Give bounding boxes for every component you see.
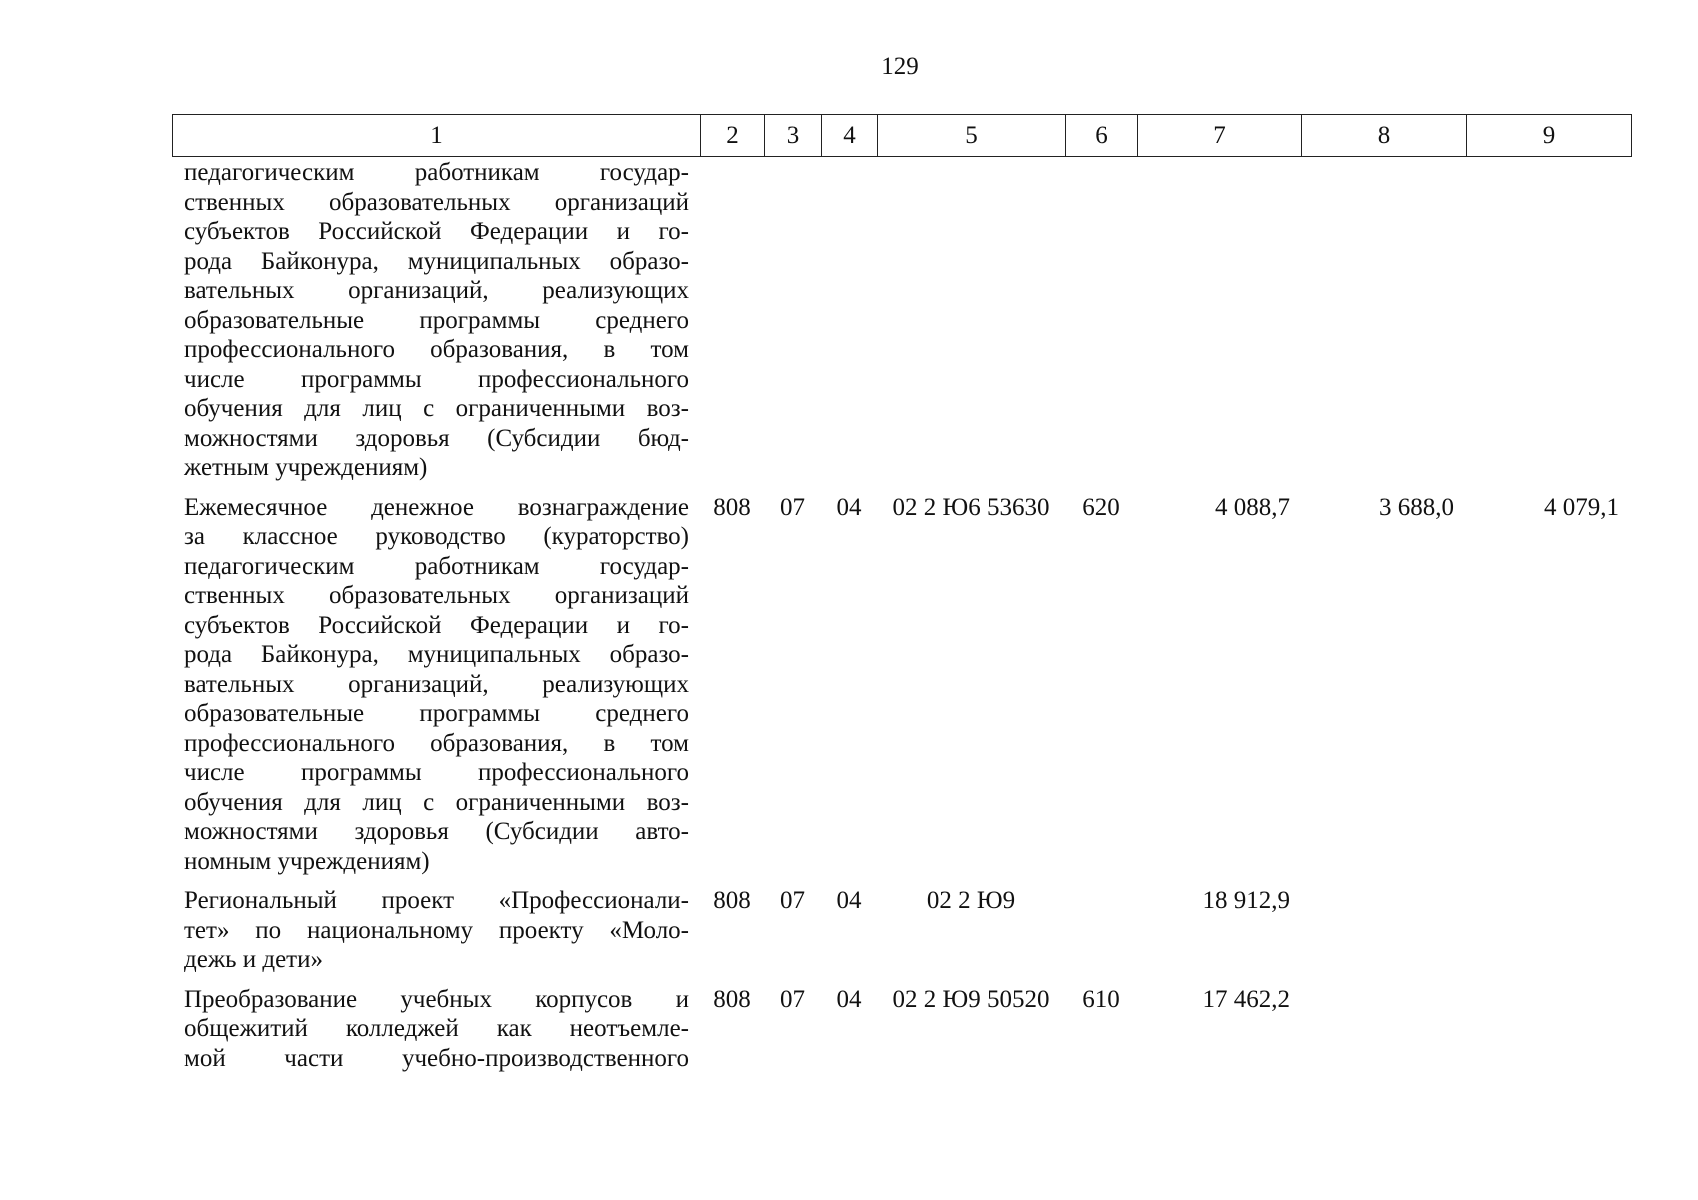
description-line: ственных образовательных организаций [184, 582, 689, 609]
table-body [172, 158, 1632, 1083]
header-col-4: 4 [822, 115, 878, 157]
cell-col-4: 04 [836, 985, 862, 1013]
description-line: профессионального образования, в том [184, 729, 689, 757]
cell-col-9: 4 079,1 [1544, 493, 1619, 521]
description-line: можностями здоровья (Субсидии авто- [184, 818, 689, 845]
description-line: тет» по национальному проекту «Моло- [184, 916, 689, 944]
cell-col-2: 808 [713, 985, 751, 1013]
cell-col-4: 04 [836, 887, 862, 914]
description-line: профессионального образования, в том [184, 336, 689, 363]
row-description [172, 158, 700, 483]
cell-col-2: 808 [713, 493, 751, 521]
description-line: образовательные программы среднего [184, 700, 689, 727]
description-line: числе программы профессионального [184, 365, 689, 393]
description-line: мой части учебно-производственного [184, 1044, 689, 1072]
description-line: рода Байконура, муниципальных образо- [184, 641, 689, 668]
description-line: обучения для лиц с ограниченными воз- [184, 788, 689, 816]
description-line: образовательные программы среднего [184, 306, 689, 334]
cell-col-7: 18 912,9 [1202, 887, 1290, 914]
table-row [172, 985, 1632, 1074]
description-line: за классное руководство (кураторство) [184, 523, 689, 550]
header-col-9: 9 [1467, 115, 1632, 157]
header-col-5: 5 [878, 115, 1066, 157]
description-line: вательных организаций, реализующих [184, 277, 689, 304]
cell-col-6: 620 [1082, 493, 1120, 521]
table-row [172, 158, 1632, 483]
description-line: педагогическим работникам государ- [184, 159, 689, 186]
description-line: ственных образовательных организаций [184, 188, 689, 216]
row-description [172, 493, 700, 877]
description-line: жетным учреждениям) [184, 454, 428, 481]
description-line: можностями здоровья (Субсидии бюд- [184, 424, 689, 452]
header-col-2: 2 [701, 115, 765, 157]
description-line: педагогическим работникам государ- [184, 552, 689, 580]
column-header-table [172, 114, 1632, 157]
description-line: Региональный проект «Профессионали- [184, 887, 689, 914]
header-col-6: 6 [1066, 115, 1138, 157]
table-row [172, 493, 1632, 877]
description-line: вательных организаций, реализующих [184, 670, 689, 698]
cell-col-6: 610 [1082, 985, 1120, 1013]
description-line: номным учреждениям) [184, 847, 430, 875]
description-line: субъектов Российской Федерации и го- [184, 218, 689, 245]
row-description [172, 985, 700, 1074]
cell-col-8: 3 688,0 [1379, 493, 1454, 521]
description-line: субъектов Российской Федерации и го- [184, 611, 689, 639]
cell-col-3: 07 [780, 887, 805, 914]
cell-col-3: 07 [780, 985, 805, 1013]
description-line: рода Байконура, муниципальных образо- [184, 247, 689, 275]
header-col-7: 7 [1138, 115, 1302, 157]
cell-col-7: 4 088,7 [1215, 493, 1290, 521]
description-line: числе программы профессионального [184, 759, 689, 786]
cell-col-2: 808 [713, 887, 751, 914]
cell-col-5: 02 2 Ю6 53630 [892, 493, 1050, 521]
cell-col-5: 02 2 Ю9 [926, 887, 1016, 914]
cell-col-3: 07 [780, 493, 805, 521]
header-col-3: 3 [765, 115, 822, 157]
page-number: 129 [881, 53, 919, 80]
description-line: дежь и дети» [184, 946, 323, 973]
cell-col-5: 02 2 Ю9 50520 [892, 985, 1050, 1013]
cell-col-4: 04 [836, 493, 862, 521]
description-line: Ежемесячное денежное вознаграждение [184, 493, 689, 521]
description-line: Преобразование учебных корпусов и [184, 985, 689, 1013]
description-line: общежитий колледжей как неотъемле- [184, 1015, 689, 1042]
table-row [172, 886, 1632, 975]
description-line: обучения для лиц с ограниченными воз- [184, 395, 689, 422]
header-col-1: 1 [173, 115, 701, 157]
header-col-8: 8 [1302, 115, 1467, 157]
cell-col-7: 17 462,2 [1202, 985, 1290, 1013]
row-description [172, 886, 700, 975]
header-row [173, 115, 1632, 157]
